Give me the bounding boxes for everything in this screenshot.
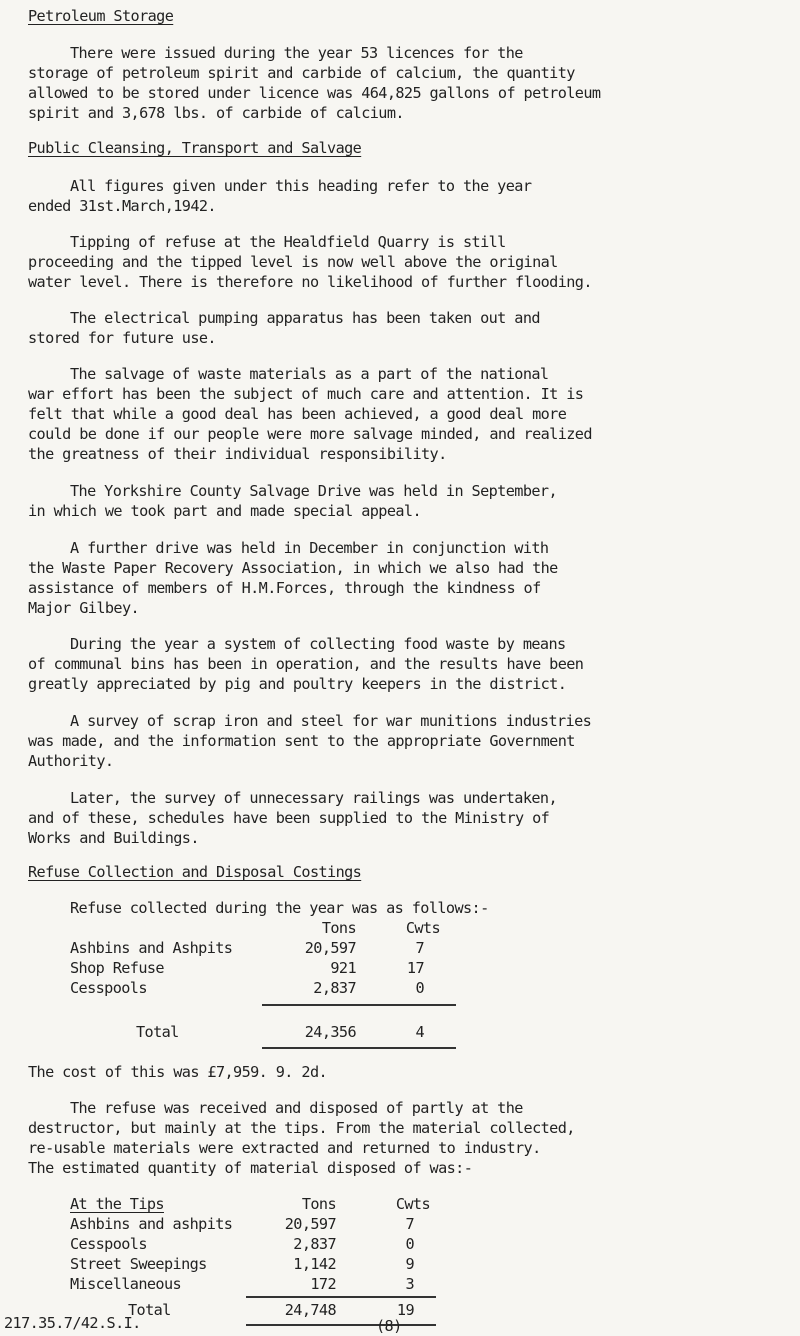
yorkshire-line-1: The Yorkshire County Salvage Drive was held in September, bbox=[70, 482, 557, 500]
heading-petroleum-storage: Petroleum Storage bbox=[28, 7, 174, 25]
table2-total-tons: 24,748 bbox=[284, 1301, 336, 1319]
table1-row-tons: 2,837 bbox=[313, 979, 356, 997]
tipping-line-2: proceeding and the tipped level is now well above the original bbox=[28, 253, 558, 271]
table2-total-cwts: 19 bbox=[396, 1301, 414, 1319]
pumping-line-2: stored for future use. bbox=[28, 329, 216, 347]
disposal-line-2: destructor, but mainly at the tips. From the material collected, bbox=[28, 1119, 575, 1137]
heading-refuse-costings: Refuse Collection and Disposal Costings bbox=[28, 863, 362, 881]
december-line-4: Major Gilbey. bbox=[28, 599, 140, 617]
table1-row-tons: 20,597 bbox=[304, 939, 356, 957]
table2-row-label: Street Sweepings bbox=[70, 1255, 207, 1273]
table1-row-label: Cesspools bbox=[70, 979, 147, 997]
petroleum-line-1: There were issued during the year 53 licences for the bbox=[70, 44, 523, 62]
table2-heading: At the Tips bbox=[70, 1195, 164, 1213]
railings-line-3: Works and Buildings. bbox=[28, 829, 199, 847]
table1-col-cwts: Cwts bbox=[405, 919, 440, 937]
table1-row-cwts: 17 bbox=[406, 959, 424, 977]
table2-row-cwts: 3 bbox=[405, 1275, 414, 1293]
table1-total-cwts: 4 bbox=[415, 1023, 424, 1041]
disposal-line-3: re-usable materials were extracted and returned to industry. bbox=[28, 1139, 541, 1157]
table1-total-rule-top bbox=[262, 1004, 456, 1006]
table2-total-rule-top bbox=[246, 1296, 436, 1298]
table1-row-cwts: 7 bbox=[415, 939, 424, 957]
table1-total-label: Total bbox=[136, 1023, 179, 1041]
table2-row-label: Miscellaneous bbox=[70, 1275, 182, 1293]
tipping-line-3: water level. There is therefore no likelihood of further flooding. bbox=[28, 273, 592, 291]
disposal-line-4: The estimated quantity of material disposed of was:- bbox=[28, 1159, 473, 1177]
table2-row-tons: 2,837 bbox=[293, 1235, 336, 1253]
tipping-line-1: Tipping of refuse at the Healdfield Quarry is still bbox=[70, 233, 506, 251]
salvage-line-5: the greatness of their individual responsibility. bbox=[28, 445, 447, 463]
petroleum-line-4: spirit and 3,678 lbs. of carbide of calcium. bbox=[28, 104, 404, 122]
table1-row-tons: 921 bbox=[330, 959, 356, 977]
page-number: (8) bbox=[376, 1317, 402, 1335]
table2-total-rule-bottom bbox=[246, 1324, 436, 1326]
table1-col-tons: Tons bbox=[321, 919, 356, 937]
salvage-line-4: could be done if our people were more salvage minded, and realized bbox=[28, 425, 592, 443]
pumping-line-1: The electrical pumping apparatus has been taken out and bbox=[70, 309, 540, 327]
table1-total-tons: 24,356 bbox=[304, 1023, 356, 1041]
table2-row-cwts: 9 bbox=[405, 1255, 414, 1273]
railings-line-1: Later, the survey of unnecessary railings was undertaken, bbox=[70, 789, 557, 807]
table1-row-label: Ashbins and Ashpits bbox=[70, 939, 233, 957]
table1-row-cwts: 0 bbox=[415, 979, 424, 997]
table2-col-cwts: Cwts bbox=[395, 1195, 430, 1213]
table1-total-rule-bottom bbox=[262, 1047, 456, 1049]
salvage-line-3: felt that while a good deal has been achieved, a good deal more bbox=[28, 405, 567, 423]
footer-code: 217.35.7/42.S.I. bbox=[4, 1314, 141, 1332]
december-line-2: the Waste Paper Recovery Association, in which we also had the bbox=[28, 559, 558, 577]
table2-row-cwts: 0 bbox=[405, 1235, 414, 1253]
foodwaste-line-2: of communal bins has been in operation, and the results have been bbox=[28, 655, 584, 673]
heading-public-cleansing: Public Cleansing, Transport and Salvage bbox=[28, 139, 362, 157]
december-line-1: A further drive was held in December in conjunction with bbox=[70, 539, 549, 557]
scrap-line-3: Authority. bbox=[28, 752, 114, 770]
december-line-3: assistance of members of H.M.Forces, through the kindness of bbox=[28, 579, 541, 597]
table1-row-label: Shop Refuse bbox=[70, 959, 164, 977]
table2-row-label: Cesspools bbox=[70, 1235, 147, 1253]
disposal-line-1: The refuse was received and disposed of partly at the bbox=[70, 1099, 523, 1117]
figures-line-2: ended 31st.March,1942. bbox=[28, 197, 216, 215]
scrap-line-2: was made, and the information sent to the appropriate Government bbox=[28, 732, 575, 750]
petroleum-line-2: storage of petroleum spirit and carbide of calcium, the quantity bbox=[28, 64, 575, 82]
scrap-line-1: A survey of scrap iron and steel for war munitions industries bbox=[70, 712, 592, 730]
table2-row-tons: 172 bbox=[310, 1275, 336, 1293]
cost-line: The cost of this was £7,959. 9. 2d. bbox=[28, 1063, 328, 1081]
salvage-line-1: The salvage of waste materials as a part of the national bbox=[70, 365, 549, 383]
table2-col-tons: Tons bbox=[301, 1195, 336, 1213]
petroleum-line-3: allowed to be stored under licence was 464,825 gallons of petroleum bbox=[28, 84, 601, 102]
yorkshire-line-2: in which we took part and made special appeal. bbox=[28, 502, 422, 520]
table2-row-cwts: 7 bbox=[405, 1215, 414, 1233]
table2-row-tons: 1,142 bbox=[293, 1255, 336, 1273]
table2-row-label: Ashbins and ashpits bbox=[70, 1215, 233, 1233]
foodwaste-line-3: greatly appreciated by pig and poultry keepers in the district. bbox=[28, 675, 567, 693]
railings-line-2: and of these, schedules have been supplied to the Ministry of bbox=[28, 809, 550, 827]
table2-total-label: Total bbox=[128, 1301, 171, 1319]
refuse-intro: Refuse collected during the year was as follows:- bbox=[70, 899, 489, 917]
table2-row-tons: 20,597 bbox=[284, 1215, 336, 1233]
salvage-line-2: war effort has been the subject of much care and attention. It is bbox=[28, 385, 584, 403]
figures-line-1: All figures given under this heading refer to the year bbox=[70, 177, 532, 195]
foodwaste-line-1: During the year a system of collecting food waste by means bbox=[70, 635, 566, 653]
